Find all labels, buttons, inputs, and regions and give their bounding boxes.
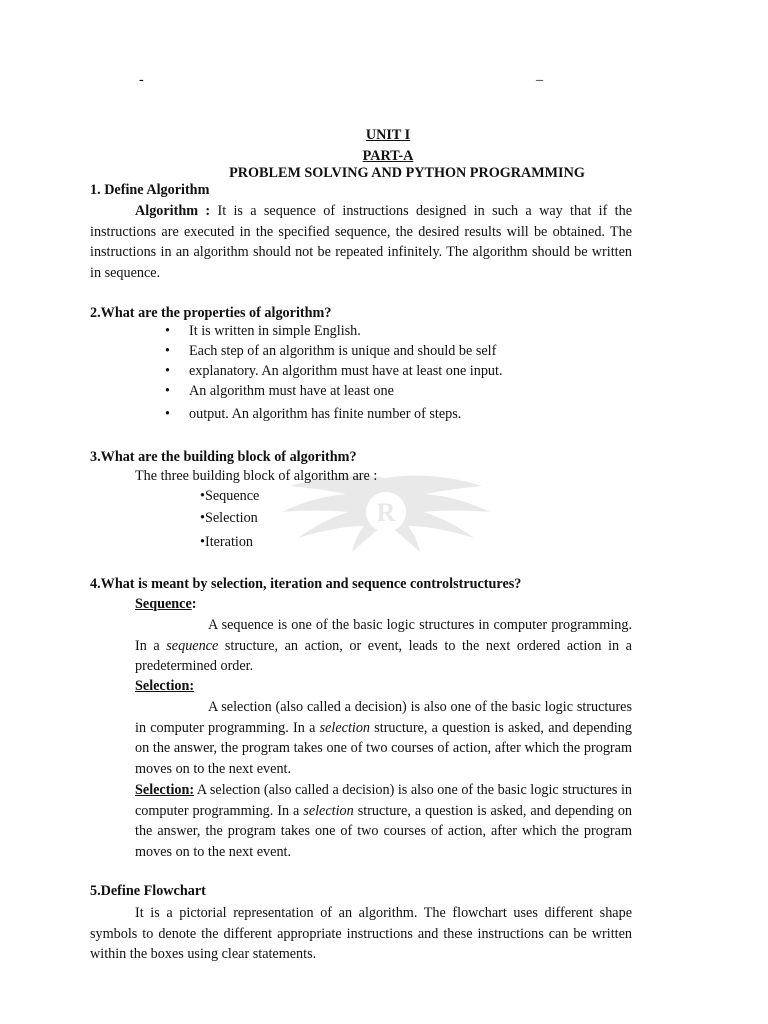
q4-sequence-text: A sequence is one of the basic logic structures in computer programming. In a sequence structure, an action, or event, leads to the next ordered action in a predetermined order. [135,617,632,674]
watermark-letter: R [376,498,396,527]
list-item: •Iteration [200,534,254,550]
q4-selection-text-2: Selection: A selection (also called a decision) is also one of the basic logic structures in computer programming. In a selection structure, a question is asked, and depending on the answer, the program takes one of two courses of action, after which the program moves on to the next event. [135,782,633,860]
q4-selection-label: Selection: [135,678,195,694]
q2-property-list [165,323,625,426]
q3-heading: 3.What are the building block of algorithm? [90,449,357,465]
q3-intro: The three building block of algorithm are : [135,468,378,484]
q3-building-blocks [200,488,259,556]
q1-body: It is a sequence of instructions designed in such a way that if the instructions are executed in the specified sequence, the desired results will be obtained. The instructions in an algorithm should not be repeated infinitely. The algorithm should be written in sequence. [90,203,633,281]
list-item: • It is written in simple English. [165,323,625,343]
q4-sequence-label: Sequence: [135,596,197,612]
subject-title: PROBLEM SOLVING AND PYTHON PROGRAMMING [229,165,585,181]
list-item: •Selection [200,510,258,526]
q1-answer [90,201,632,283]
q1-heading: 1. Define Algorithm [90,182,210,198]
list-item: • An algorithm must have at least one [165,383,625,406]
q5-heading: 5.Define Flowchart [90,883,206,899]
q4-heading: 4.What is meant by selection, iteration and sequence controlstructures? [90,576,522,592]
list-item: • output. An algorithm has finite number of steps. [165,406,625,426]
part-title: PART-A [362,148,414,164]
list-item: •Sequence [200,488,260,504]
q4-selection-text: A selection (also called a decision) is also one of the basic logic structures in computer programming. In a selection structure, a question is asked, and depending on the answer, the program takes one of two courses of action, after which the program moves on to the next event. [135,699,632,777]
q2-heading: 2.What are the properties of algorithm? [90,305,332,321]
q5-answer: It is a pictorial representation of an algorithm. The flowchart uses different shape symbols to denote the different appropriate instructions and these instructions can be written within the boxes using clear statements. [90,905,632,962]
list-item: • explanatory. An algorithm must have at least one input. [165,363,625,383]
header-right-mark: – [536,72,544,88]
q1-term: Algorithm : [135,203,211,219]
header-left-mark: - [139,72,144,88]
unit-title: UNIT I [365,127,411,143]
q4-selection-label-2: Selection: [135,782,195,798]
list-item: • Each step of an algorithm is unique and should be self [165,343,625,363]
